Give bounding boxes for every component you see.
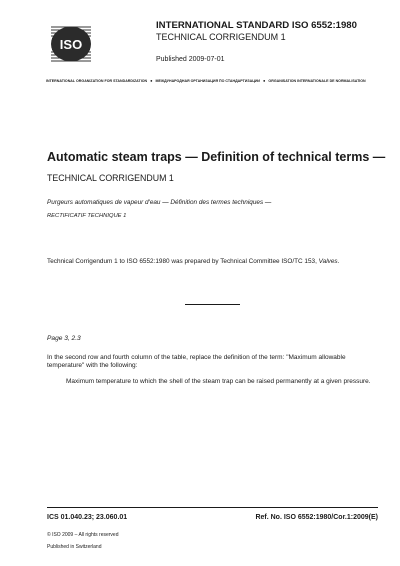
page-reference: Page 3, 2.3 xyxy=(47,335,81,342)
bullet-separator: ● xyxy=(150,78,153,83)
prepared-text: Technical Corrigendum 1 to ISO 6552:1980 was prepared by Technical Committee ISO/TC 153, xyxy=(47,258,319,265)
bullet-separator: ● xyxy=(263,78,266,83)
copyright-notice: © ISO 2009 – All rights reserved xyxy=(47,532,119,538)
committee-name: Valves xyxy=(318,258,338,265)
iso-logo xyxy=(49,24,93,64)
french-title: Purgeurs automatiques de vapeur d'eau — Définition des termes techniques — xyxy=(47,199,272,206)
preparation-statement xyxy=(47,258,339,265)
published-date: Published 2009-07-01 xyxy=(156,56,225,63)
org-name-en: INTERNATIONAL ORGANIZATION FOR STANDARDIZATION xyxy=(46,79,148,83)
footer-rule xyxy=(47,507,378,508)
ics-codes: ICS 01.040.23; 23.060.01 xyxy=(47,514,128,521)
document-title: Automatic steam traps — Definition of technical terms — xyxy=(47,150,386,164)
org-name-ru: МЕЖДУНАРОДНАЯ ОРГАНИЗАЦИЯ ПО СТАНДАРТИЗАЦИИ xyxy=(155,79,260,83)
logo-text: ISO xyxy=(59,37,83,52)
organization-line xyxy=(46,78,376,83)
section-divider xyxy=(185,304,240,305)
replacement-definition: Maximum temperature to which the shell of the steam trap can be raised permanently at a given pressure. xyxy=(66,378,371,385)
publication-place: Published in Switzerland xyxy=(47,544,102,550)
reference-number: Ref. No. ISO 6552:1980/Cor.1:2009(E) xyxy=(255,514,378,521)
french-subtitle: RECTIFICATIF TECHNIQUE 1 xyxy=(47,213,127,219)
org-name-fr: ORGANISATION INTERNATIONALE DE NORMALISATION xyxy=(268,79,366,83)
standard-title: INTERNATIONAL STANDARD ISO 6552:1980 xyxy=(156,20,357,31)
document-subtitle: TECHNICAL CORRIGENDUM 1 xyxy=(47,173,174,183)
corrigendum-label: TECHNICAL CORRIGENDUM 1 xyxy=(156,32,286,42)
correction-instruction: In the second row and fourth column of the table, replace the definition of the term: "Maximum allowable temperature" with the following: xyxy=(47,354,346,370)
prepared-end: . xyxy=(337,258,340,265)
